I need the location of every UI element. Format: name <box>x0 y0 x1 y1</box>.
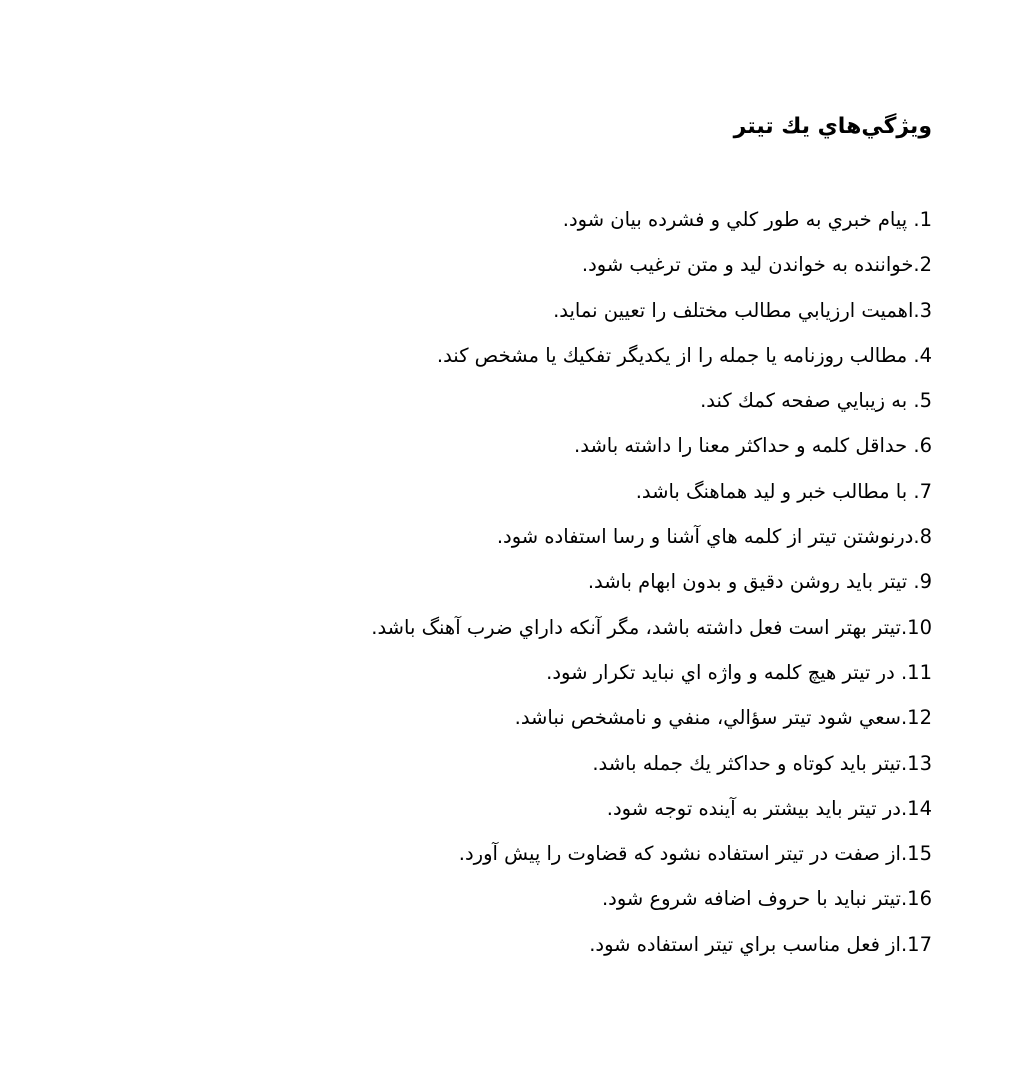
list-item: 15.از صفت در تيتر استفاده نشود كه قضاوت را پيش آورد. <box>458 842 932 866</box>
list-item: 7. با مطالب خبر و ليد هماهنگ باشد. <box>635 479 932 503</box>
list-item: 17.از فعل مناسب براي تيتر استفاده شود. <box>589 932 932 956</box>
list-item: 10.تيتر بهتر است فعل داشته باشد، مگر آنكه داراي ضرب آهنگ باشد. <box>371 615 932 639</box>
list-item: 4. مطالب روزنامه يا جمله را از يكديگر تفكيك يا مشخص كند. <box>436 343 932 367</box>
list-item: 14.در تيتر بايد بيشتر به آينده توجه شود. <box>606 796 932 820</box>
features-list <box>371 197 932 967</box>
list-item: 8.درنوشتن تيتر از كلمه هاي آشنا و رسا استفاده شود. <box>496 525 932 549</box>
list-item: 11. در تيتر هيچ كلمه و واژه اي نبايد تكرار شود. <box>546 660 932 684</box>
list-item: 5. به زيبايي صفحه كمك كند. <box>700 389 932 413</box>
list-item: 1. پيام خبري به طور كلي و فشرده بيان شود. <box>562 208 932 231</box>
page-title: ويژگي‌هاي يك تيتر <box>733 114 932 139</box>
list-item: 6. حداقل كلمه و حداكثر معنا را داشته باشد. <box>574 434 932 458</box>
list-item: 9. تيتر بايد روشن دقيق و بدون ابهام باشد. <box>587 570 932 594</box>
list-item: 12.سعي شود تيتر سؤالي، منفي و نامشخص نباشد. <box>514 706 932 730</box>
list-item: 2.خواننده به خواندن ليد و متن ترغيب شود. <box>581 253 932 277</box>
list-item: 13.تيتر بايد كوتاه و حداكثر يك جمله باشد. <box>592 751 932 775</box>
list-item: 16.تيتر نبايد با حروف اضافه شروع شود. <box>601 887 932 911</box>
list-item: 3.اهميت ارزيابي مطالب مختلف را تعيين نمايد. <box>553 298 932 322</box>
